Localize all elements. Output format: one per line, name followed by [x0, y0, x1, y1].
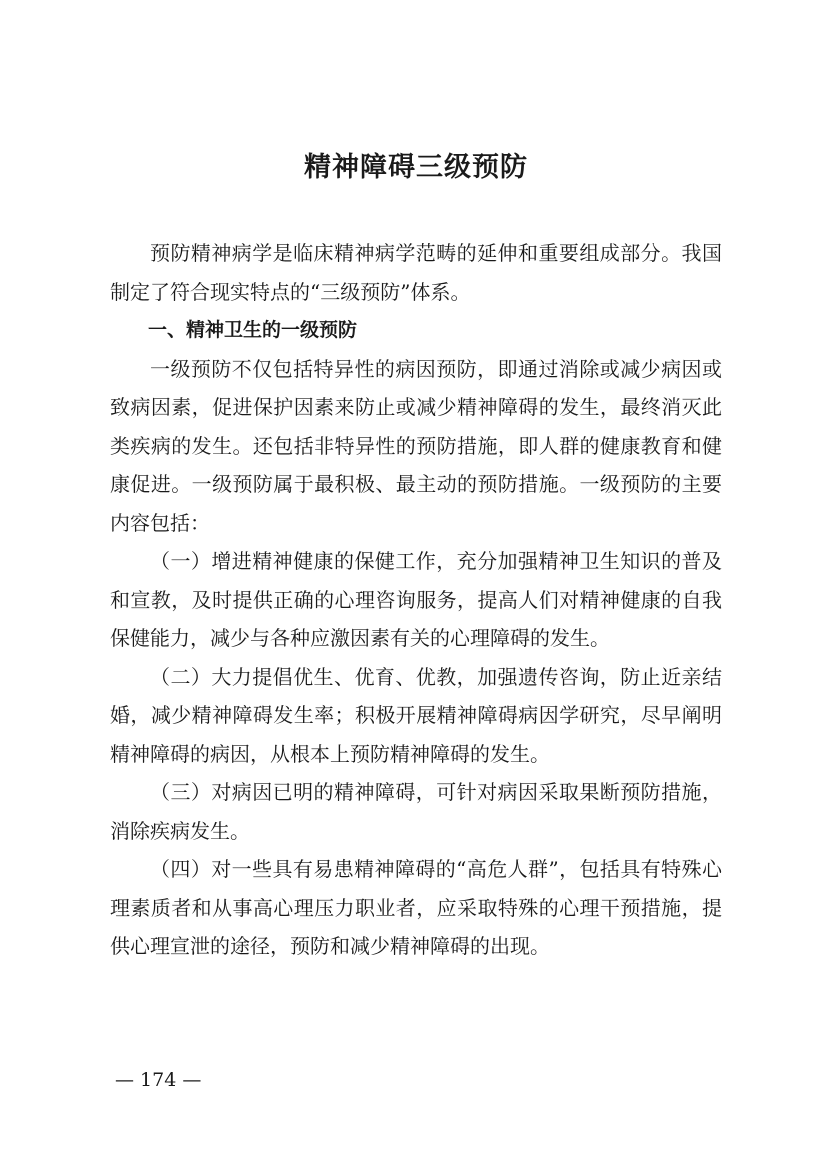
list-item-paragraph: （三）对病因已明的精神障碍，可针对病因采取果断预防措施，消除疾病发生。 — [110, 780, 722, 843]
intro-paragraph: 预防精神病学是临床精神病学范畴的延伸和重要组成部分。我国制定了符合现实特点的“三级预防”体系。 — [110, 241, 722, 304]
list-item-paragraph: （二）大力提倡优生、优育、优教，加强遗传咨询，防止近亲结婚，减少精神障碍发生率；积极开展精神障碍病因学研究，尽早阐明精神障碍的病因，从根本上预防精神障碍的发生。 — [110, 664, 722, 766]
list-item-paragraph: （四）对一些具有易患精神障碍的“高危人群”，包括具有特殊心理素质者和从事高心理压力职业者，应采取特殊的心理干预措施，提供心理宣泄的途径，预防和减少精神障碍的出现。 — [110, 857, 722, 958]
document-title: 精神障碍三级预防 — [304, 152, 528, 183]
section-heading: 一、精神卫生的一级预防 — [148, 319, 358, 341]
list-item-paragraph: （一）增进精神健康的保健工作，充分加强精神卫生知识的普及和宣教，及时提供正确的心理咨询服务，提高人们对精神健康的自我保健能力，减少与各种应激因素有关的心理障碍的发生。 — [110, 549, 722, 650]
body-paragraph: 一级预防不仅包括特异性的病因预防，即通过消除或减少病因或致病因素，促进保护因素来防止或减少精神障碍的发生，最终消灭此类疾病的发生。还包括非特异性的预防措施，即人群的健康教育和健康促进。一级预防属于最积极、最主动的预防措施。一级预防的主要内容包括： — [110, 356, 722, 535]
page-number: — 174 — — [115, 1069, 202, 1091]
document-body — [110, 234, 722, 966]
